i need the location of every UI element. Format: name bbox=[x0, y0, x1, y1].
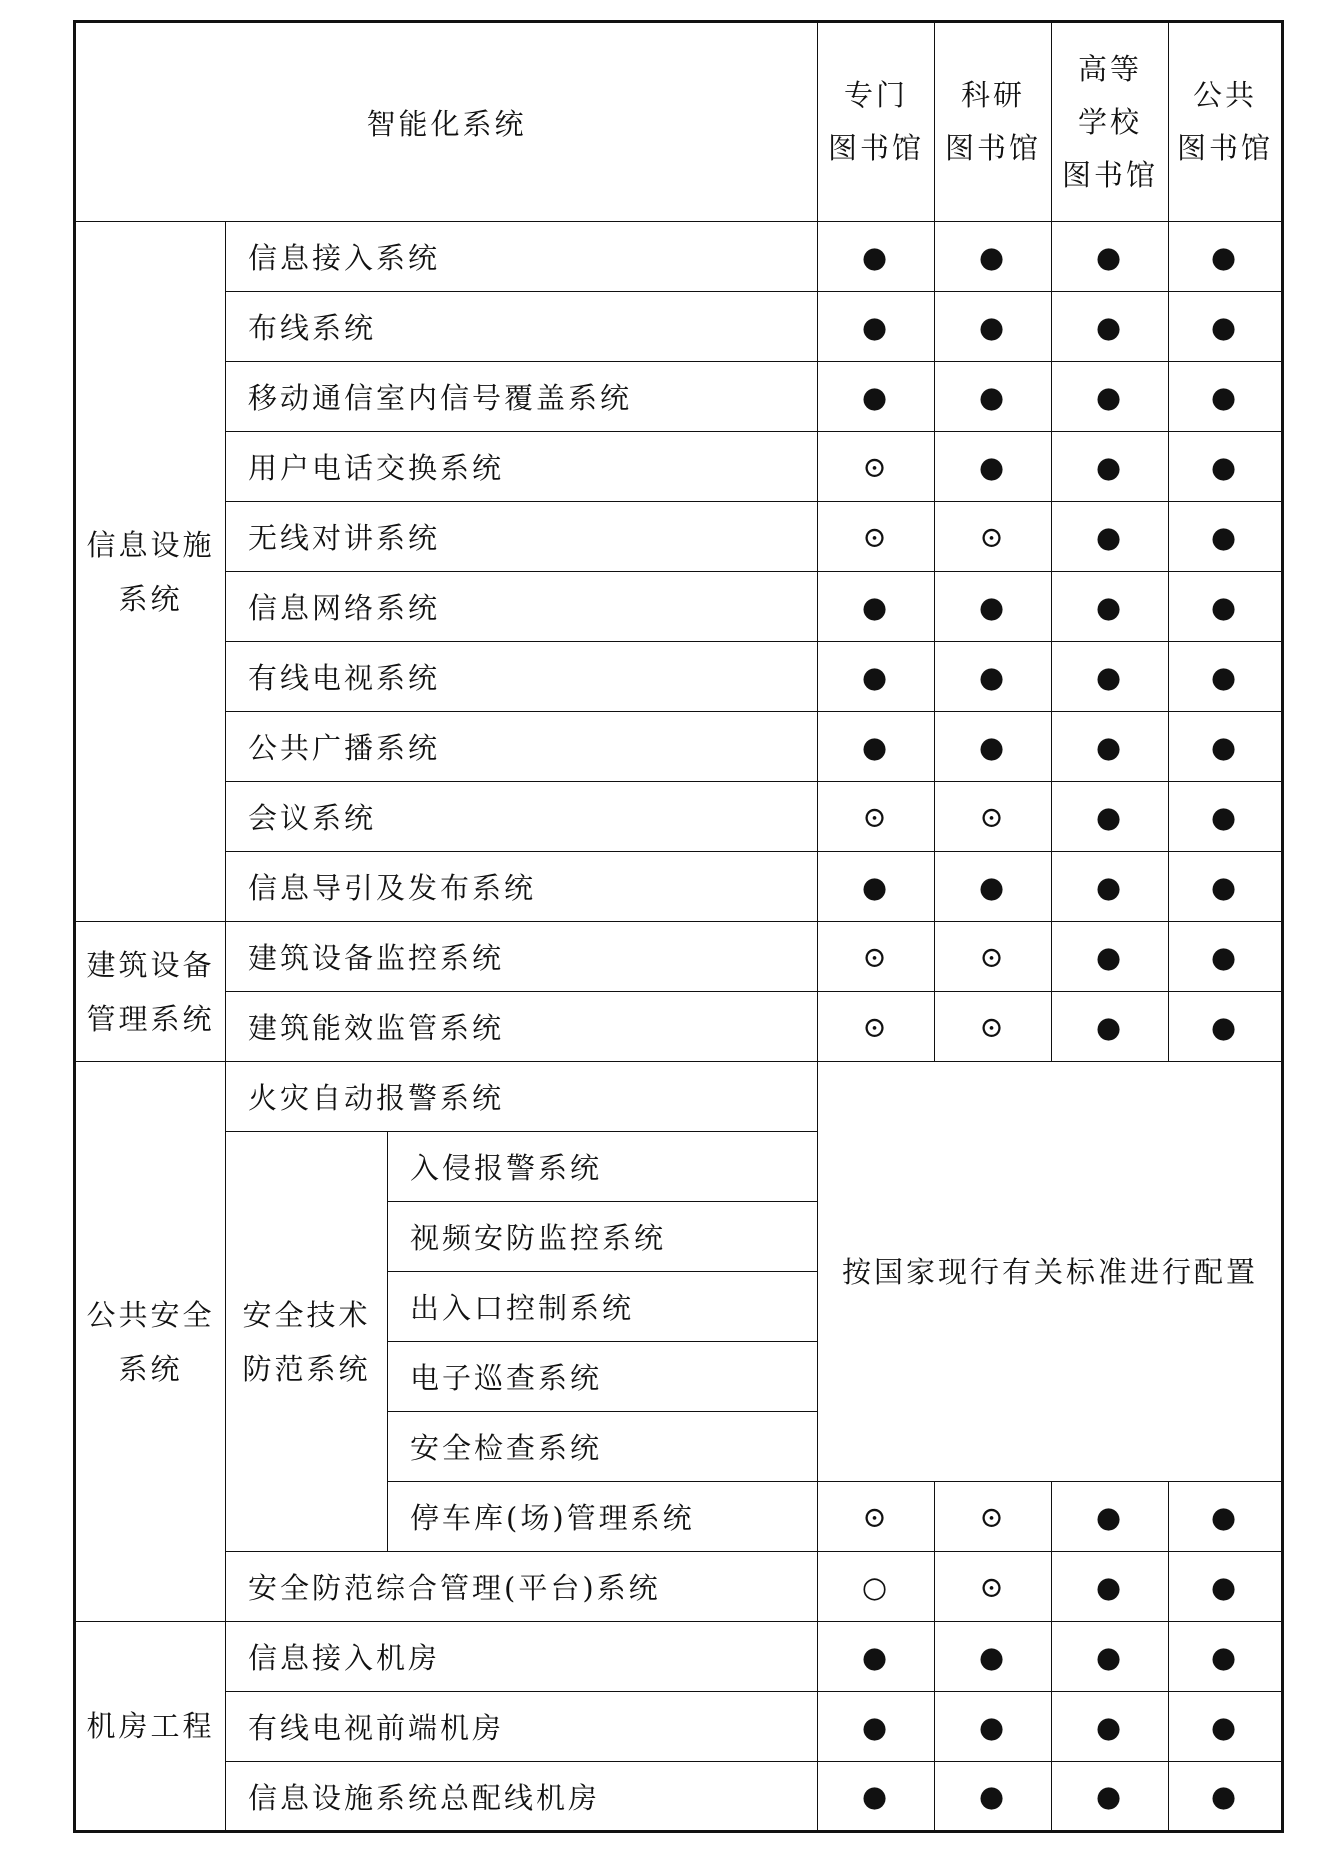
group-building-management bbox=[75, 922, 226, 1062]
group-machine-room: 机房工程 bbox=[75, 1622, 226, 1832]
system-name: 移动通信室内信号覆盖系统 bbox=[226, 362, 818, 432]
mark-cell: ⊙ bbox=[818, 782, 935, 852]
mark-cell: ● bbox=[1052, 712, 1169, 782]
mark-cell: ● bbox=[818, 1762, 935, 1832]
mark-cell: ● bbox=[1052, 1622, 1169, 1692]
header-lib-line: 图书馆 bbox=[945, 131, 1042, 165]
system-name: 信息接入系统 bbox=[226, 222, 818, 292]
group-security-tech bbox=[226, 1132, 388, 1552]
mark-cell: ○ bbox=[818, 1552, 935, 1622]
mark-cell: ● bbox=[1169, 432, 1283, 502]
table-row bbox=[75, 1692, 1283, 1762]
system-name: 信息网络系统 bbox=[226, 572, 818, 642]
mark-cell: ● bbox=[818, 572, 935, 642]
header-lib-line: 高等 bbox=[1078, 51, 1143, 86]
group-info-facilities bbox=[75, 222, 226, 922]
mark-cell: ● bbox=[1169, 642, 1283, 712]
mark-cell: ● bbox=[1169, 782, 1283, 852]
table-row bbox=[75, 922, 1283, 992]
group-label-line: 防范系统 bbox=[242, 1351, 371, 1386]
table-row bbox=[75, 642, 1283, 712]
header-row bbox=[75, 22, 1283, 222]
mark-cell: ● bbox=[935, 572, 1052, 642]
mark-cell: ● bbox=[1169, 1552, 1283, 1622]
mark-cell: ● bbox=[1052, 782, 1169, 852]
table-row bbox=[75, 1622, 1283, 1692]
header-lib-public bbox=[1169, 22, 1283, 222]
header-title: 智能化系统 bbox=[366, 106, 527, 141]
mark-cell: ● bbox=[818, 222, 935, 292]
mark-cell: ● bbox=[1052, 1762, 1169, 1832]
system-name: 建筑能效监管系统 bbox=[226, 992, 818, 1062]
mark-cell: ● bbox=[818, 1622, 935, 1692]
mark-cell: ● bbox=[1052, 502, 1169, 572]
mark-cell: ● bbox=[935, 712, 1052, 782]
mark-cell: ⊙ bbox=[818, 992, 935, 1062]
group-label-line: 公共安全 bbox=[86, 1297, 215, 1332]
mark-cell: ● bbox=[1052, 852, 1169, 922]
system-name: 入侵报警系统 bbox=[388, 1132, 818, 1202]
mark-cell: ● bbox=[818, 852, 935, 922]
mark-cell: ● bbox=[1169, 992, 1283, 1062]
group-label-line: 系统 bbox=[118, 581, 183, 616]
mark-cell: ● bbox=[1169, 852, 1283, 922]
system-name: 无线对讲系统 bbox=[226, 502, 818, 572]
table-row bbox=[75, 502, 1283, 572]
table-row bbox=[75, 222, 1283, 292]
mark-cell: ● bbox=[1169, 292, 1283, 362]
mark-cell: ● bbox=[1169, 1482, 1283, 1552]
mark-cell: ● bbox=[1052, 1482, 1169, 1552]
system-name: 用户电话交换系统 bbox=[226, 432, 818, 502]
group-public-security bbox=[75, 1062, 226, 1622]
system-name: 安全检查系统 bbox=[388, 1412, 818, 1482]
mark-cell: ● bbox=[1052, 992, 1169, 1062]
header-lib-line: 图书馆 bbox=[828, 131, 925, 165]
system-name: 会议系统 bbox=[226, 782, 818, 852]
group-label-line: 系统 bbox=[118, 1351, 183, 1386]
mark-cell: ● bbox=[1052, 572, 1169, 642]
mark-cell: ● bbox=[818, 712, 935, 782]
header-lib-line: 科研 bbox=[961, 78, 1026, 112]
mark-cell: ● bbox=[1052, 432, 1169, 502]
mark-cell: ● bbox=[935, 1692, 1052, 1762]
system-name: 电子巡查系统 bbox=[388, 1342, 818, 1412]
intelligent-systems-table bbox=[73, 20, 1284, 1833]
header-lib-research bbox=[935, 22, 1052, 222]
header-lib-line: 公共 bbox=[1193, 78, 1258, 112]
mark-cell: ⊙ bbox=[935, 922, 1052, 992]
mark-cell: ● bbox=[818, 642, 935, 712]
header-lib-line: 专门 bbox=[844, 78, 909, 112]
table-row bbox=[75, 292, 1283, 362]
mark-cell: ● bbox=[1052, 922, 1169, 992]
mark-cell: ● bbox=[1169, 922, 1283, 992]
mark-cell: ● bbox=[818, 1692, 935, 1762]
system-name: 有线电视前端机房 bbox=[226, 1692, 818, 1762]
mark-cell: ● bbox=[1169, 502, 1283, 572]
mark-cell: ● bbox=[1169, 712, 1283, 782]
table-row bbox=[75, 992, 1283, 1062]
mark-cell: ⊙ bbox=[935, 1482, 1052, 1552]
mark-cell: ● bbox=[1052, 362, 1169, 432]
header-lib-line: 学校 bbox=[1078, 104, 1143, 139]
table-row bbox=[75, 852, 1283, 922]
mark-cell: ● bbox=[1169, 1762, 1283, 1832]
mark-cell: ● bbox=[1169, 1692, 1283, 1762]
group-label-line: 管理系统 bbox=[86, 1001, 215, 1036]
mark-cell: ● bbox=[935, 362, 1052, 432]
mark-cell: ● bbox=[935, 432, 1052, 502]
table-row bbox=[75, 1062, 1283, 1132]
system-name: 布线系统 bbox=[226, 292, 818, 362]
table-row bbox=[75, 572, 1283, 642]
system-name: 火灾自动报警系统 bbox=[226, 1062, 818, 1132]
system-name: 信息导引及发布系统 bbox=[226, 852, 818, 922]
merged-note: 按国家现行有关标准进行配置 bbox=[842, 1254, 1259, 1289]
table-row bbox=[75, 1552, 1283, 1622]
mark-cell: ● bbox=[1052, 222, 1169, 292]
mark-cell: ⊙ bbox=[818, 432, 935, 502]
mark-cell: ● bbox=[1169, 222, 1283, 292]
system-name: 视频安防监控系统 bbox=[388, 1202, 818, 1272]
table-row bbox=[75, 782, 1283, 852]
mark-cell: ⊙ bbox=[935, 992, 1052, 1062]
mark-cell: ● bbox=[935, 642, 1052, 712]
mark-cell: ● bbox=[1169, 572, 1283, 642]
mark-cell: ● bbox=[935, 292, 1052, 362]
mark-cell: ● bbox=[1052, 1552, 1169, 1622]
mark-cell: ● bbox=[1052, 642, 1169, 712]
group-label-line: 信息设施 bbox=[86, 527, 215, 562]
mark-cell: ● bbox=[935, 1622, 1052, 1692]
system-name: 信息接入机房 bbox=[226, 1622, 818, 1692]
group-label-line: 安全技术 bbox=[242, 1297, 371, 1332]
group-label-line: 建筑设备 bbox=[86, 947, 215, 982]
header-title-cell bbox=[75, 22, 818, 222]
mark-cell: ⊙ bbox=[818, 502, 935, 572]
header-lib-university bbox=[1052, 22, 1169, 222]
mark-cell: ⊙ bbox=[935, 502, 1052, 572]
mark-cell: ● bbox=[818, 292, 935, 362]
mark-cell: ⊙ bbox=[818, 1482, 935, 1552]
table-row bbox=[75, 362, 1283, 432]
system-name: 有线电视系统 bbox=[226, 642, 818, 712]
mark-cell: ⊙ bbox=[935, 782, 1052, 852]
merged-note-cell bbox=[818, 1062, 1283, 1482]
header-lib-specialized bbox=[818, 22, 935, 222]
table-row bbox=[75, 432, 1283, 502]
mark-cell: ● bbox=[1052, 292, 1169, 362]
system-name: 安全防范综合管理(平台)系统 bbox=[226, 1552, 818, 1622]
system-name: 信息设施系统总配线机房 bbox=[226, 1762, 818, 1832]
header-lib-line: 图书馆 bbox=[1062, 157, 1159, 192]
mark-cell: ● bbox=[1169, 1622, 1283, 1692]
table-row bbox=[75, 1762, 1283, 1832]
mark-cell: ● bbox=[935, 1762, 1052, 1832]
mark-cell: ● bbox=[1169, 362, 1283, 432]
mark-cell: ● bbox=[818, 362, 935, 432]
mark-cell: ● bbox=[1052, 1692, 1169, 1762]
system-name: 出入口控制系统 bbox=[388, 1272, 818, 1342]
header-lib-line: 图书馆 bbox=[1177, 131, 1274, 165]
system-name: 停车库(场)管理系统 bbox=[388, 1482, 818, 1552]
table-row bbox=[75, 712, 1283, 782]
system-name: 公共广播系统 bbox=[226, 712, 818, 782]
mark-cell: ⊙ bbox=[935, 1552, 1052, 1622]
mark-cell: ⊙ bbox=[818, 922, 935, 992]
system-name: 建筑设备监控系统 bbox=[226, 922, 818, 992]
mark-cell: ● bbox=[935, 852, 1052, 922]
mark-cell: ● bbox=[935, 222, 1052, 292]
